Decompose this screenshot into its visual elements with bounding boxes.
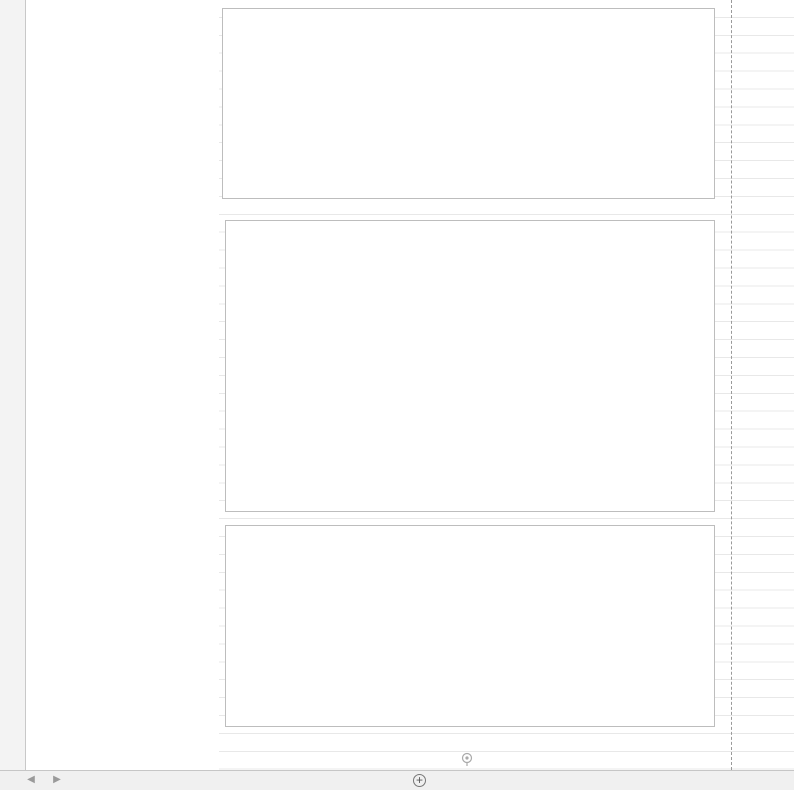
step1-textbox[interactable] [222, 8, 715, 199]
page-break-line [731, 0, 732, 770]
row-header-column[interactable] [0, 0, 26, 770]
move-cursor-icon [460, 752, 474, 766]
chevron-left-icon[interactable]: ◀ [27, 774, 35, 785]
add-sheet-icon[interactable]: + [413, 774, 426, 787]
step3-textbox[interactable] [225, 525, 715, 727]
step2-textbox[interactable] [225, 220, 715, 512]
sheet-tab-bar [0, 770, 794, 790]
chevron-right-icon[interactable]: ▶ [53, 774, 61, 785]
